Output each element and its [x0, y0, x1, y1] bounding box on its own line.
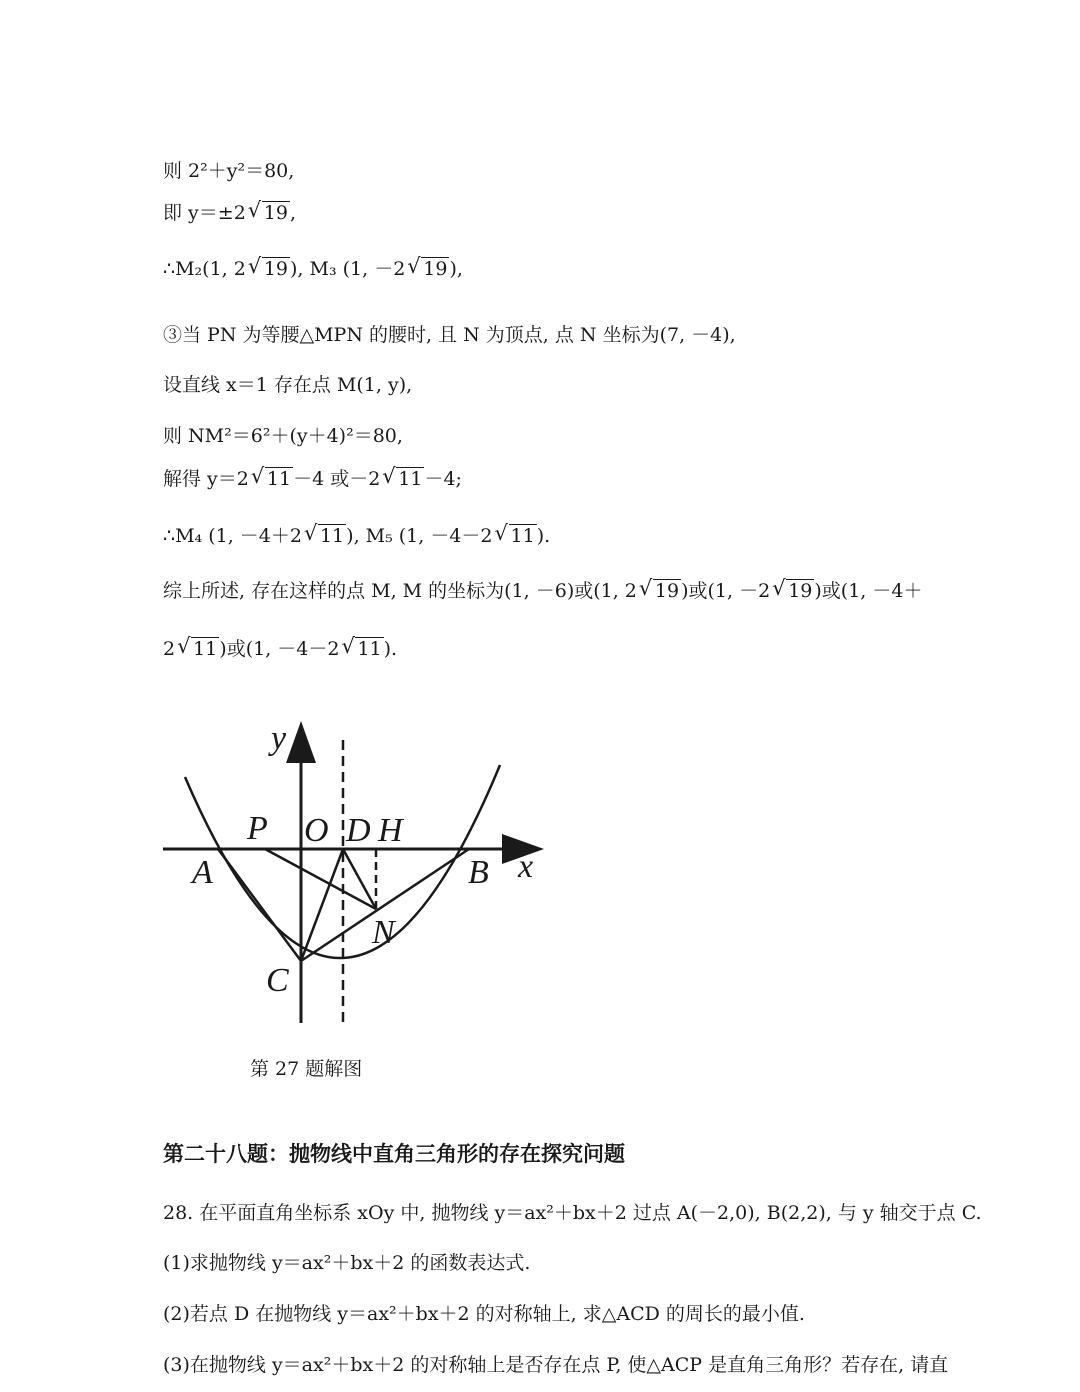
- section-heading: 第二十八题：抛物线中直角三角形的存在探究问题: [163, 1142, 625, 1166]
- text-segment: ), M₅ (1, －4－2: [346, 525, 493, 547]
- sqrt-symbol: [639, 578, 681, 604]
- text-segment: 解得 y＝2: [163, 468, 249, 490]
- radicand: 19: [263, 258, 289, 280]
- label-H: H: [378, 812, 403, 849]
- segment-CD: [301, 849, 343, 961]
- radicand: 11: [357, 638, 382, 660]
- label-B: B: [468, 854, 489, 891]
- text-segment: ∴M₄ (1, －4＋2: [163, 525, 302, 547]
- solution-line-4: [163, 322, 736, 348]
- sqrt-symbol: [382, 466, 424, 492]
- text-segment: ,: [289, 202, 297, 224]
- sqrt-symbol: [248, 256, 290, 282]
- solution-line-1: [163, 158, 294, 184]
- problem-part-1: [163, 1250, 530, 1276]
- label-O: O: [304, 812, 329, 849]
- problem-28-statement: [163, 1200, 982, 1226]
- text-segment: －4;: [424, 468, 462, 490]
- text-segment: 综上所述, 存在这样的点 M, M 的坐标为(1, －6)或(1, 2: [163, 580, 637, 602]
- text-segment: 设直线 x＝1 存在点 M(1, y),: [163, 374, 413, 396]
- text-segment: －4 或－2: [293, 468, 381, 490]
- radicand: 19: [423, 258, 448, 280]
- problem-part-2: [163, 1301, 805, 1327]
- text-segment: 28. 在平面直角坐标系 xOy 中, 抛物线 y＝ax²＋bx＋2 过点 A(－2,0), B(2,2), 与 y 轴交于点 C.: [163, 1202, 982, 1224]
- solution-line-3: [163, 256, 463, 282]
- text-segment: ),: [449, 258, 463, 280]
- solution-line-2: [163, 200, 296, 226]
- label-x: x: [518, 848, 534, 885]
- radicand: 11: [266, 468, 292, 490]
- sqrt-symbol: [407, 256, 449, 282]
- text-segment: (1)求抛物线 y＝ax²＋bx＋2 的函数表达式.: [163, 1252, 531, 1274]
- label-C: C: [266, 962, 289, 999]
- text-segment: ).: [536, 525, 551, 547]
- radicand: 19: [788, 580, 813, 602]
- text-segment: 则 2²＋y²＝80,: [163, 160, 295, 182]
- text-segment: )或(1, －4＋: [814, 580, 923, 602]
- solution-line-6: [163, 423, 403, 449]
- label-A: A: [192, 854, 213, 891]
- radicand: 11: [193, 638, 218, 660]
- solution-line-9: [163, 578, 922, 604]
- solution-line-7: [163, 466, 462, 492]
- text-segment: (3)在抛物线 y＝ax²＋bx＋2 的对称轴上是否存在点 P, 使△ACP 是直角三角形？若存在, 请直: [163, 1354, 949, 1376]
- sqrt-symbol: [772, 578, 814, 604]
- sqrt-symbol: [304, 523, 346, 549]
- radicand: 11: [510, 525, 535, 547]
- sqrt-symbol: [248, 200, 290, 226]
- segment-AC: [218, 849, 301, 961]
- text-segment: ), M₃ (1, －2: [290, 258, 406, 280]
- text-segment: ③当 PN 为等腰△MPN 的腰时, 且 N 为顶点, 点 N 坐标为(7, －4),: [163, 324, 736, 346]
- radicand: 19: [263, 202, 288, 224]
- text-segment: ).: [383, 638, 398, 660]
- radicand: 19: [654, 580, 680, 602]
- sqrt-symbol: [251, 466, 293, 492]
- label-y: y: [271, 720, 287, 757]
- sqrt-symbol: [177, 636, 219, 662]
- text-segment: 即 y＝±2: [163, 202, 246, 224]
- radicand: 11: [398, 468, 423, 490]
- parabola-figure: [150, 715, 550, 1035]
- text-segment: (2)若点 D 在抛物线 y＝ax²＋bx＋2 的对称轴上, 求△ACD 的周长的最小值.: [163, 1303, 805, 1325]
- problem-part-3: [163, 1352, 948, 1378]
- solution-line-8: [163, 523, 550, 549]
- label-D: D: [346, 812, 371, 849]
- text-segment: ∴M₂(1, 2: [163, 258, 246, 280]
- text-segment: )或(1, －4－2: [219, 638, 340, 660]
- solution-line-5: [163, 372, 412, 398]
- solution-line-10: [163, 636, 397, 662]
- radicand: 11: [319, 525, 345, 547]
- label-P: P: [247, 810, 268, 847]
- sqrt-symbol: [495, 523, 537, 549]
- figure-caption: 第 27 题解图: [250, 1058, 363, 1080]
- sqrt-symbol: [341, 636, 383, 662]
- text-segment: 则 NM²＝6²＋(y＋4)²＝80,: [163, 425, 403, 447]
- label-N: N: [372, 914, 395, 951]
- text-segment: 2: [163, 638, 176, 660]
- text-segment: )或(1, －2: [681, 580, 771, 602]
